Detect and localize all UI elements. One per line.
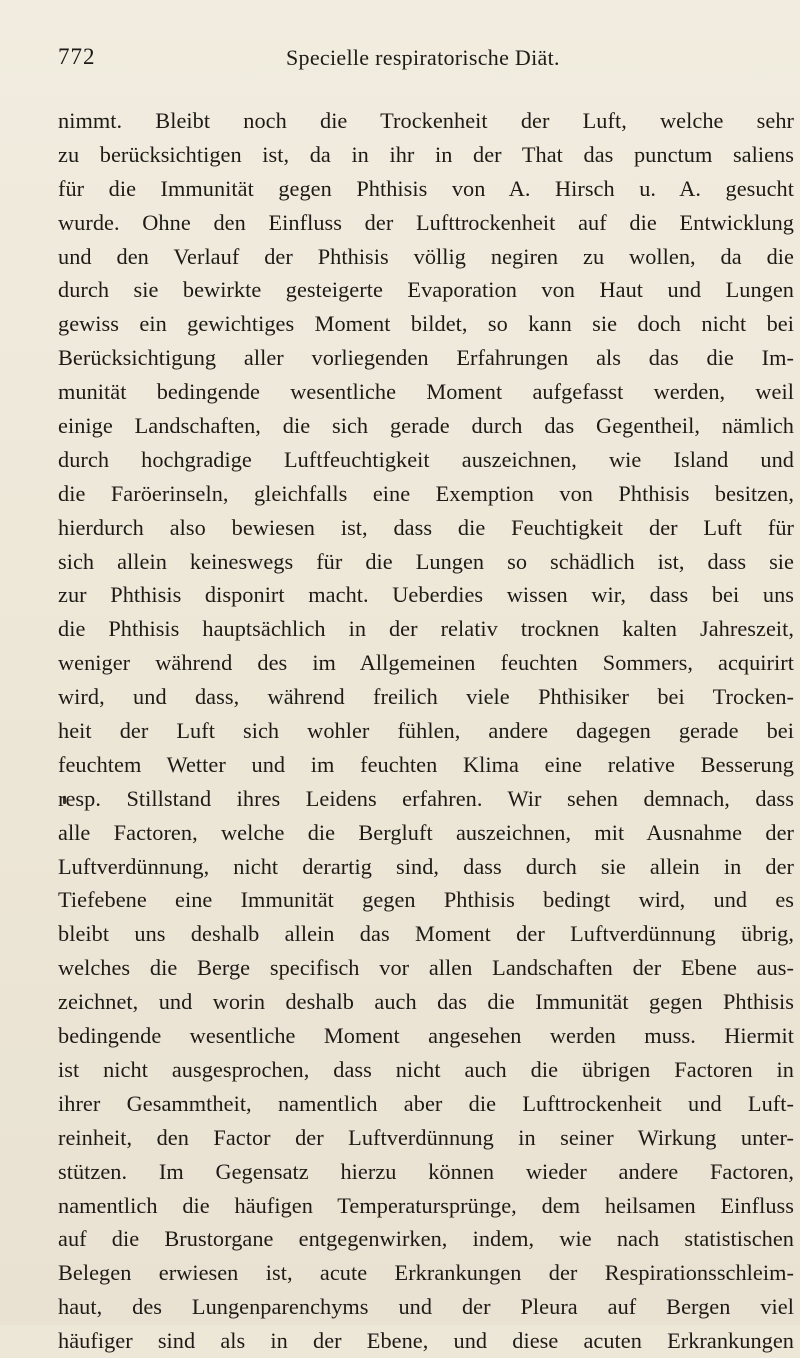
text-line: stützen. Im Gegensatz hierzu können wieder andere Factoren, [58,1158,794,1184]
text-line: einige Landschaften, die sich gerade durch das Gegentheil, nämlich [58,413,794,439]
text-line: und den Verlauf der Phthisis völlig negiren zu wollen, da die [58,243,794,269]
text-line: für die Immunität gegen Phthisis von A. Hirsch u. A. gesucht [58,175,794,201]
text-line: namentlich die häufigen Temperatursprünge, dem heilsamen Einfluss [58,1192,794,1218]
text-line: die Phthisis hauptsächlich in der relativ trocknen kalten Jahreszeit, [58,616,794,642]
running-title: Specielle respiratorische Diät. [286,45,560,70]
text-line: weniger während des im Allgemeinen feuchten Sommers, acquirirt [58,650,794,676]
text-line: ist nicht ausgesprochen, dass nicht auch die übrigen Factoren in [58,1056,794,1082]
text-line: durch sie bewirkte gesteigerte Evaporation von Haut und Lungen [58,277,794,303]
text-line: bleibt uns deshalb allein das Moment der Luftverdünnung übrig, [58,921,794,947]
text-line: wurde. Ohne den Einfluss der Lufttrockenheit auf die Entwicklung [58,209,794,235]
text-line: zur Phthisis disponirt macht. Ueberdies wissen wir, dass bei uns [58,582,794,608]
text-line: zu berücksichtigen ist, da in ihr in der That das punctum saliens [58,141,794,167]
text-line: gewiss ein gewichtiges Moment bildet, so kann sie doch nicht bei [58,311,794,337]
text-line: Belegen erwiesen ist, acute Erkrankungen der Respirationsschleim- [58,1260,794,1286]
text-line: feuchtem Wetter und im feuchten Klima eine relative Besserung [58,751,794,777]
text-line: sich allein keineswegs für die Lungen so schädlich ist, dass sie [58,548,794,574]
running-head [58,44,788,74]
text-line: Tiefebene eine Immunität gegen Phthisis bedingt wird, und es [58,887,794,913]
text-line: Luftverdünnung, nicht derartig sind, dass durch sie allein in der [58,853,794,879]
page-number: 772 [58,44,96,69]
text-line: alle Factoren, welche die Bergluft auszeichnen, mit Ausnahme der [58,819,794,845]
text-line: bedingende wesentliche Moment angesehen werden muss. Hiermit [58,1023,794,1049]
text-line: hierdurch also bewiesen ist, dass die Feuchtigkeit der Luft für [58,514,794,540]
text-line: wird, und dass, während freilich viele Phthisiker bei Trocken- [58,684,794,710]
text-line: munität bedingende wesentliche Moment aufgefasst werden, weil [58,379,794,405]
text-line: zeichnet, und worin deshalb auch das die Immunität gegen Phthisis [58,989,794,1015]
text-line: reinheit, den Factor der Luftverdünnung in seiner Wirkung unter- [58,1124,794,1150]
body-text [58,104,794,1358]
text-line: die Faröerinseln, gleichfalls eine Exemption von Phthisis besitzen, [58,480,794,506]
text-line: resp. Stillstand ihres Leidens erfahren. Wir sehen demnach, dass [58,785,794,811]
text-line: welches die Berge specifisch vor allen Landschaften der Ebene aus- [58,955,794,981]
text-line: nimmt. Bleibt noch die Trockenheit der Luft, welche sehr [58,108,794,133]
text-line: heit der Luft sich wohler fühlen, andere dagegen gerade bei [58,718,794,744]
text-line: haut, des Lungenparenchyms und der Pleura auf Bergen viel [58,1294,794,1320]
text-line: Berücksichtigung aller vorliegenden Erfahrungen als das die Im- [58,345,794,371]
text-line: häufiger sind als in der Ebene, und diese acuten Erkrankungen [58,1328,794,1354]
text-line: ihrer Gesammtheit, namentlich aber die Lufttrockenheit und Luft- [58,1090,794,1116]
text-line: auf die Brustorgane entgegenwirken, indem, wie nach statistischen [58,1226,794,1252]
text-line: durch hochgradige Luftfeuchtigkeit auszeichnen, wie Island und [58,446,794,472]
